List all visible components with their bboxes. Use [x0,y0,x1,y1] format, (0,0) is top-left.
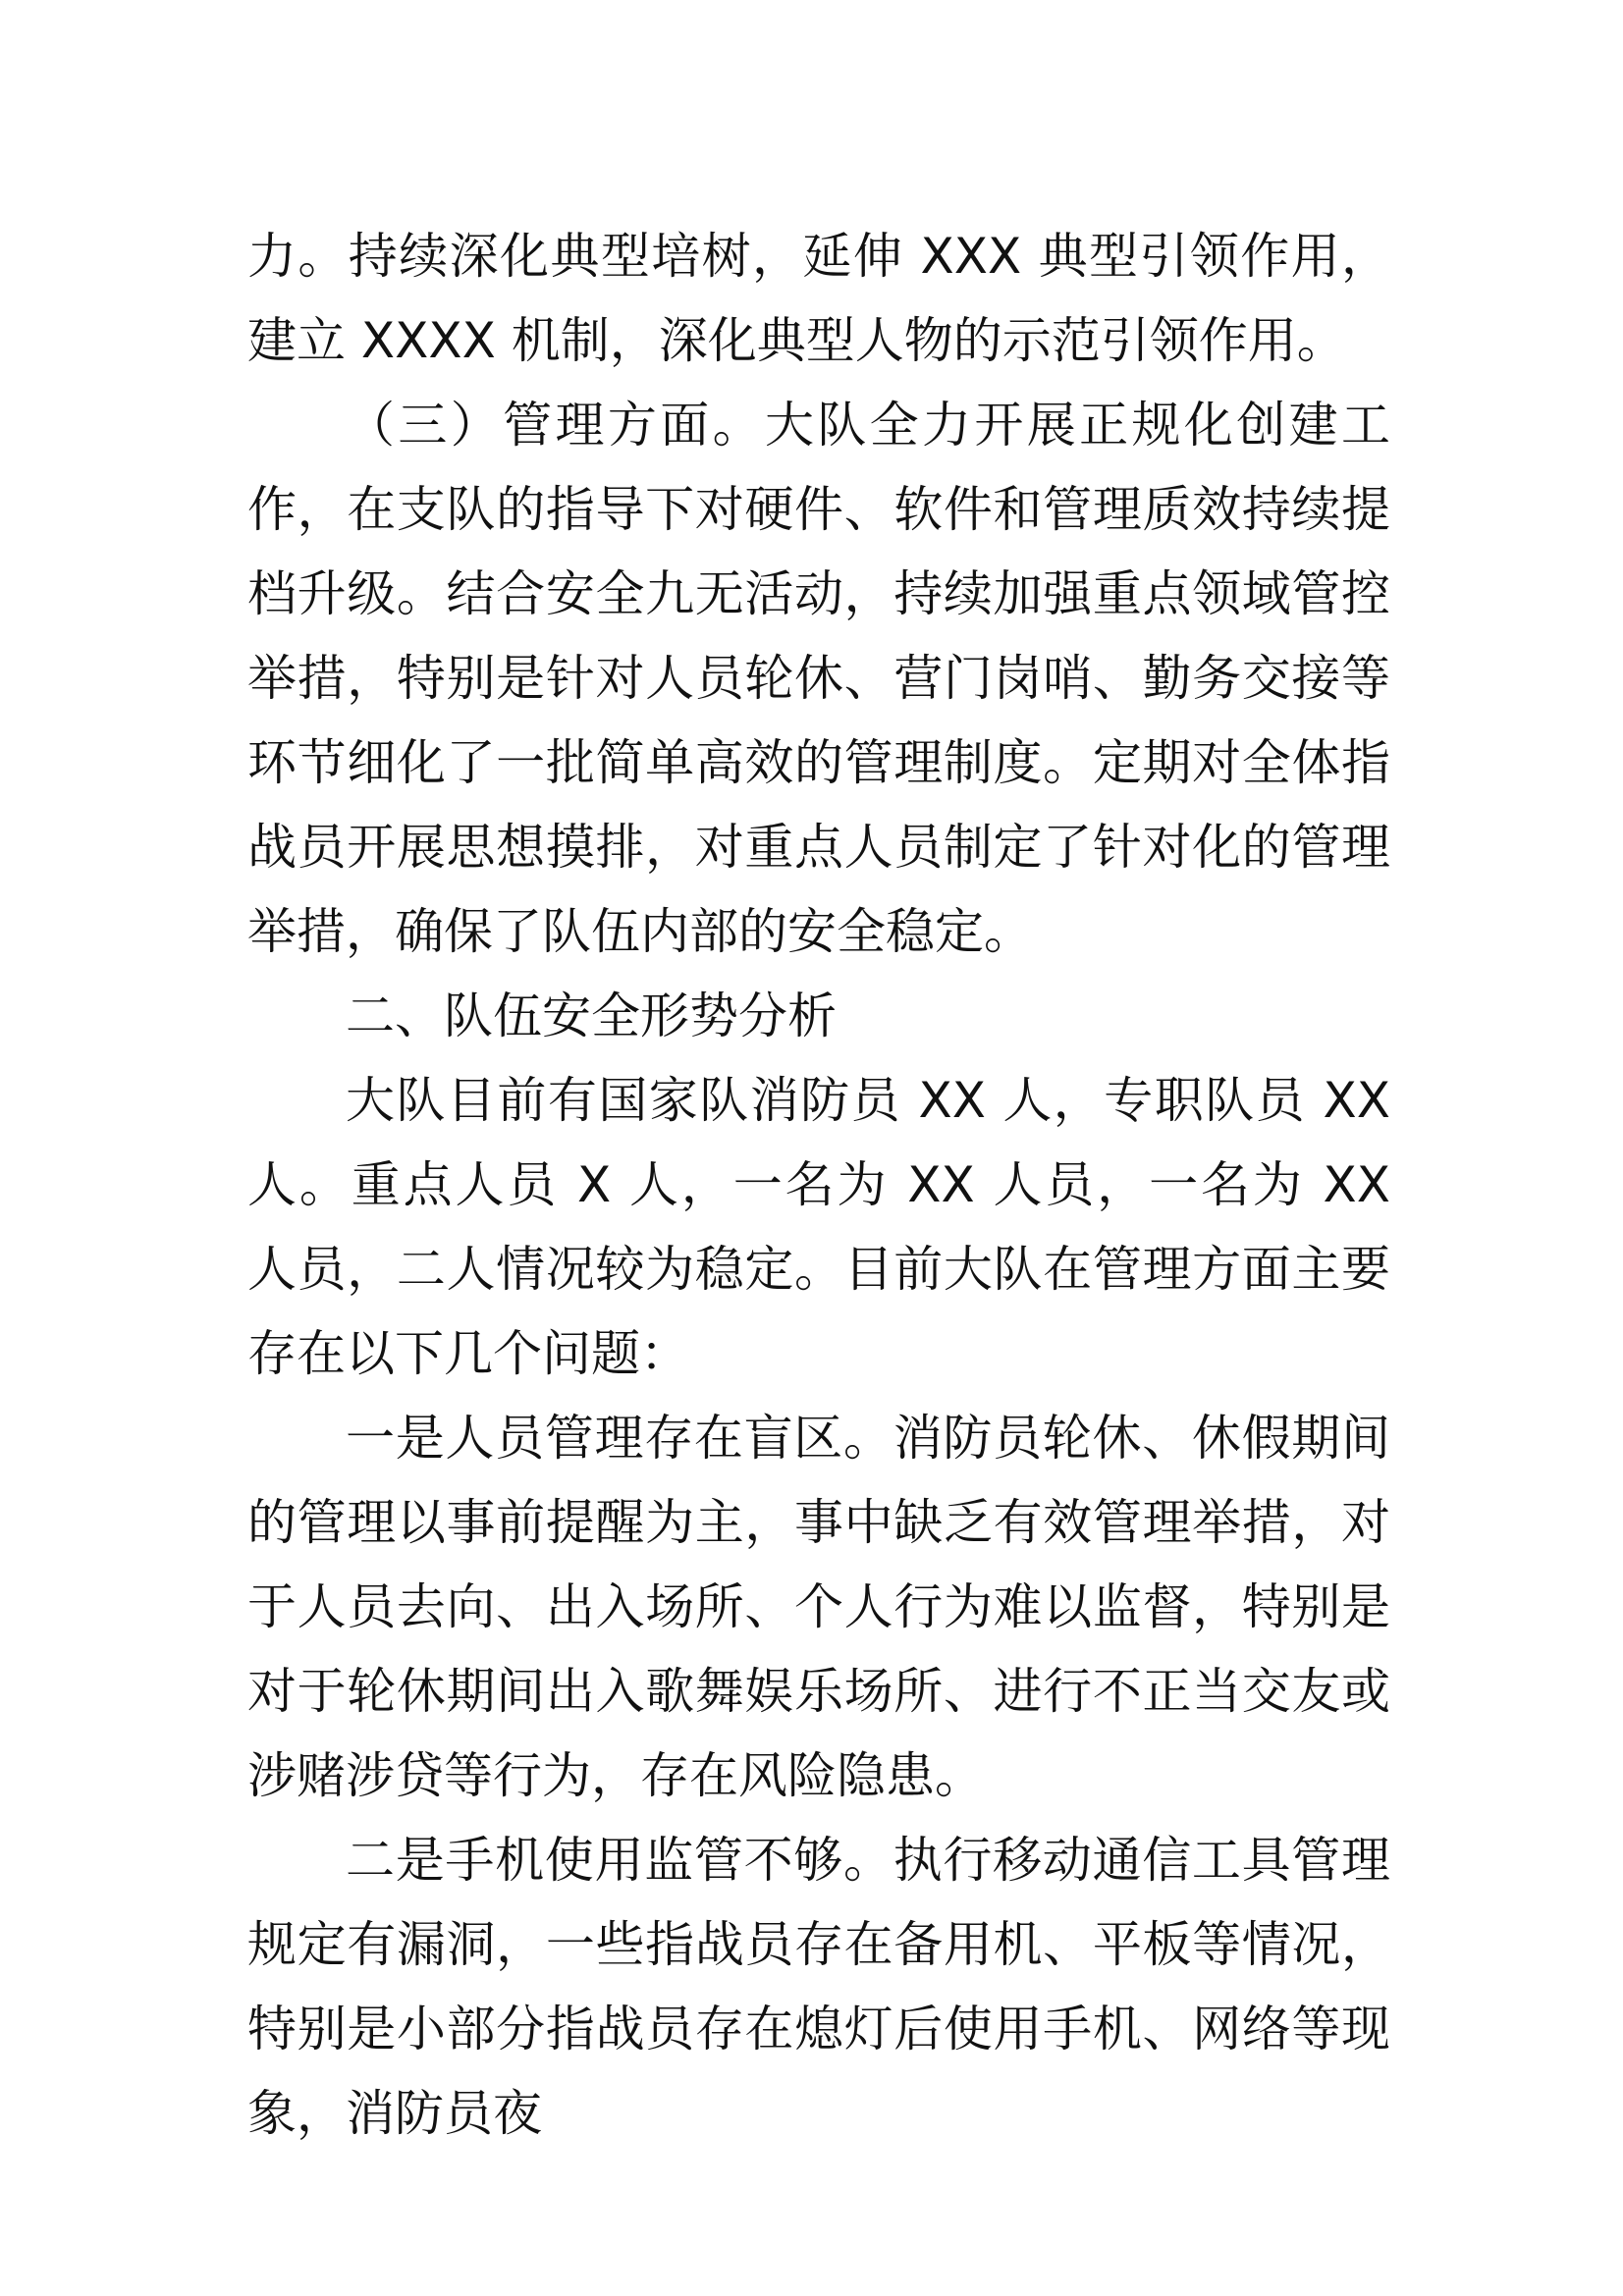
paragraph-continuation: 力。持续深化典型培树，延伸 XXX 典型引领作用，建立 XXXX 机制，深化典型人物的示范引领作用。 [247,228,1390,369]
paragraph-issue-personnel-management: 一是人员管理存在盲区。消防员轮休、休假期间的管理以事前提醒为主，事中缺乏有效管理举措，对于人员去向、出入场所、个人行为难以监督，特别是对于轮休期间出入歌舞娱乐场所、进行不正当交友或涉赌涉贷等行为，存在风险隐患。 [247,1410,1390,1804]
paragraph-issue-phone-supervision: 二是手机使用监管不够。执行移动通信工具管理规定有漏洞，一些指战员存在备用机、平板等情况，特别是小部分指战员存在熄灯后使用手机、网络等现象，消防员夜 [247,1832,1390,2142]
section-heading-security-analysis: 二、队伍安全形势分析 [346,988,837,1044]
document-body [247,214,1390,2156]
paragraph-management-aspect: （三）管理方面。大队全力开展正规化创建工作，在支队的指导下对硬件、软件和管理质效持续提档升级。结合安全九无活动，持续加强重点领域管控举措，特别是针对人员轮休、营门岗哨、勤务交接等环节细化了一批简单高效的管理制度。定期对全体指战员开展思想摸排，对重点人员制定了针对化的管理举措，确保了队伍内部的安全稳定。 [247,397,1390,960]
paragraph-team-overview: 大队目前有国家队消防员 XX 人，专职队员 XX 人。重点人员 X 人，一名为 XX 人员，一名为 XX 人员，二人情况较为稳定。目前大队在管理方面主要存在以下几个问题： [247,1072,1390,1382]
